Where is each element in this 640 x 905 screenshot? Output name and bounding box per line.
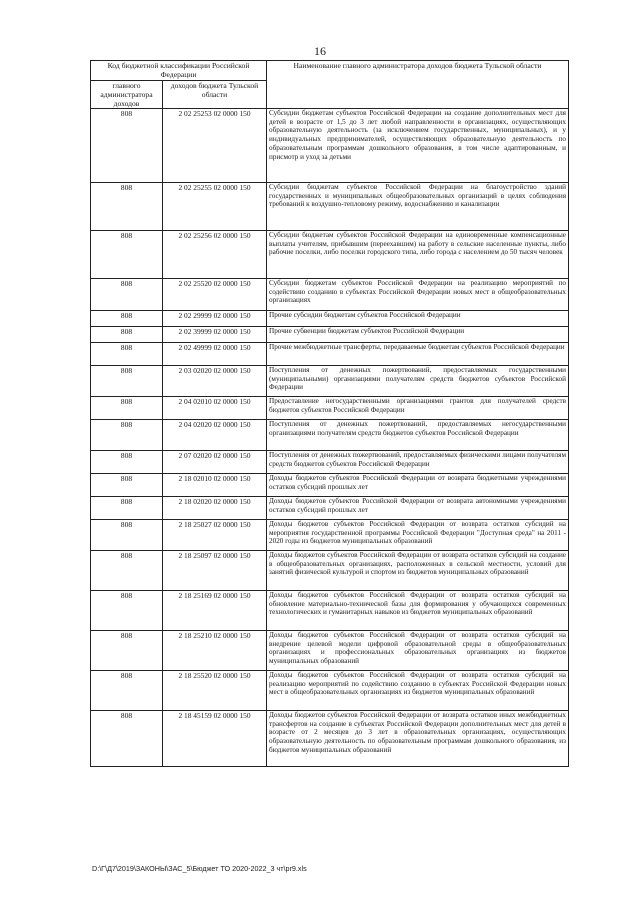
table-row bbox=[91, 327, 569, 343]
header-code: доходов бюджета Тульской области bbox=[163, 81, 267, 109]
admin-code-cell: 808 bbox=[91, 451, 163, 474]
admin-code-cell: 808 bbox=[91, 279, 163, 311]
income-name-cell: Субсидии бюджетам субъектов Российской Федерации на реализацию мероприятий по содействию созданию в субъектах Российской Федерации новых мест в общеобразовательных организациях bbox=[267, 279, 569, 311]
table-row bbox=[91, 397, 569, 420]
header-group: Код бюджетной классификации Российской Федерации bbox=[91, 61, 267, 81]
admin-code-cell: 808 bbox=[91, 183, 163, 231]
table-row bbox=[91, 109, 569, 183]
admin-code-cell: 808 bbox=[91, 231, 163, 279]
income-name-cell: Доходы бюджетов субъектов Российской Федерации от возврата остатков субсидий на реализацию мероприятий по содействию созданию в субъектах Российской Федерации новых мест в общеобразовательных организациях из бюджетов муниципальных образований bbox=[267, 671, 569, 711]
income-code-cell: 2 02 29999 02 0000 150 bbox=[163, 311, 267, 327]
income-name-cell: Доходы бюджетов субъектов Российской Федерации от возврата остатков субсидий на мероприятия государственной программы Российской Федерации "Доступная среда" на 2011 - 2020 годы из бюджетов муниципальных образований bbox=[267, 520, 569, 551]
file-path-footer: D:\Г\Д7\2019\ЗАКОНЫ\ЗАС_5\Бюджет ТО 2020-2022_3 чт\pr9.xls bbox=[92, 864, 307, 873]
admin-code-cell: 808 bbox=[91, 520, 163, 551]
income-code-cell: 2 02 39999 02 0000 150 bbox=[163, 327, 267, 343]
admin-code-cell: 808 bbox=[91, 591, 163, 631]
income-code-cell: 2 03 02020 02 0000 150 bbox=[163, 366, 267, 397]
income-code-cell: 2 18 25097 02 0000 150 bbox=[163, 551, 267, 591]
income-code-cell: 2 18 02020 02 0000 150 bbox=[163, 497, 267, 520]
table-row bbox=[91, 520, 569, 551]
income-code-cell: 2 02 25520 02 0000 150 bbox=[163, 279, 267, 311]
admin-code-cell: 808 bbox=[91, 711, 163, 767]
table-row bbox=[91, 366, 569, 397]
table-row bbox=[91, 451, 569, 474]
admin-code-cell: 808 bbox=[91, 366, 163, 397]
income-name-cell: Доходы бюджетов субъектов Российской Федерации от возврата остатков иных межбюджетных трансфертов на создание в субъектах Российской Федерации дополнительных мест для детей в возрасте от 2 месяцев до 3 лет в образовательных организациях, осуществляющих образовательную деятельность по образовательным программам дошкольного образования, из бюджетов муниципальных образований bbox=[267, 711, 569, 767]
income-code-cell: 2 02 25255 02 0000 150 bbox=[163, 183, 267, 231]
budget-classification-table bbox=[90, 60, 569, 767]
income-code-cell: 2 07 02020 02 0000 150 bbox=[163, 451, 267, 474]
table-row bbox=[91, 474, 569, 497]
table-row bbox=[91, 343, 569, 366]
header-admin: главного администратора доходов bbox=[91, 81, 163, 109]
admin-code-cell: 808 bbox=[91, 497, 163, 520]
income-name-cell: Субсидии бюджетам субъектов Российской Федерации на благоустройство зданий государственных и муниципальных общеобразовательных организаций в целях соблюдения требований к воздушно-тепловому режиму, водоснабжению и канализации bbox=[267, 183, 569, 231]
income-code-cell: 2 18 25210 02 0000 150 bbox=[163, 631, 267, 671]
income-code-cell: 2 18 02010 02 0000 150 bbox=[163, 474, 267, 497]
income-code-cell: 2 18 25520 02 0000 150 bbox=[163, 671, 267, 711]
income-name-cell: Прочие субвенции бюджетам субъектов Российской Федерации bbox=[267, 327, 569, 343]
table-row bbox=[91, 591, 569, 631]
admin-code-cell: 808 bbox=[91, 311, 163, 327]
income-code-cell: 2 18 25027 02 0000 150 bbox=[163, 520, 267, 551]
income-name-cell: Субсидии бюджетам субъектов Российской Федерации на единовременные компенсационные выплаты учителям, прибывшим (переехавшим) на работу в сельские населенные пункты, либо рабочие поселки, либо поселки городского типа, либо города с населением до 50 тысяч человек bbox=[267, 231, 569, 279]
income-name-cell: Доходы бюджетов субъектов Российской Федерации от возврата остатков субсидий на внедрение целевой модели цифровой образовательной среды в общеобразовательных организациях и профессиональных образовательных организациях из бюджетов муниципальных образований bbox=[267, 631, 569, 671]
income-name-cell: Поступления от денежных пожертвований, предоставляемых физическими лицами получателям средств бюджетов субъектов Российской Федерации bbox=[267, 451, 569, 474]
table-row bbox=[91, 420, 569, 451]
admin-code-cell: 808 bbox=[91, 551, 163, 591]
income-code-cell: 2 02 25253 02 0000 150 bbox=[163, 109, 267, 183]
income-code-cell: 2 02 25256 02 0000 150 bbox=[163, 231, 267, 279]
table-row bbox=[91, 631, 569, 671]
income-code-cell: 2 18 45159 02 0000 150 bbox=[163, 711, 267, 767]
table-row bbox=[91, 711, 569, 767]
income-code-cell: 2 04 02020 02 0000 150 bbox=[163, 420, 267, 451]
income-name-cell: Доходы бюджетов субъектов Российской Федерации от возврата остатков субсидий на создание в общеобразовательных организациях, расположенных в сельской местности, условий для занятий физической культурой и спортом из бюджетов муниципальных образований bbox=[267, 551, 569, 591]
table-row bbox=[91, 551, 569, 591]
table-row bbox=[91, 671, 569, 711]
admin-code-cell: 808 bbox=[91, 109, 163, 183]
income-name-cell: Поступления от денежных пожертвований, предоставляемых негосударственными организациями получателям средств бюджетов субъектов Российской Федерации bbox=[267, 420, 569, 451]
income-name-cell: Субсидии бюджетам субъектов Российской Федерации на создание дополнительных мест для детей в возрасте от 1,5 до 3 лет любой направленности в организациях, осуществляющих образовательную деятельность (за исключением государственных, муниципальных), и у индивидуальных предпринимателей, осуществляющих образовательную деятельность по образовательным программам дошкольного образования, в том числе адаптированным, и присмотр и уход за детьми bbox=[267, 109, 569, 183]
income-name-cell: Доходы бюджетов субъектов Российской Федерации от возврата остатков субсидий на обновление материально-технической базы для формирования у обучающихся современных технологических и гуманитарных навыков из бюджетов муниципальных образований bbox=[267, 591, 569, 631]
admin-code-cell: 808 bbox=[91, 327, 163, 343]
page-number: 16 bbox=[314, 44, 326, 58]
income-name-cell: Прочие субсидии бюджетам субъектов Российской Федерации bbox=[267, 311, 569, 327]
income-name-cell: Прочие межбюджетные трансферты, передаваемые бюджетам субъектов Российской Федерации bbox=[267, 343, 569, 366]
table-row bbox=[91, 497, 569, 520]
header-name: Наименование главного администратора доходов бюджета Тульской области bbox=[267, 61, 569, 109]
admin-code-cell: 808 bbox=[91, 474, 163, 497]
income-code-cell: 2 02 49999 02 0000 150 bbox=[163, 343, 267, 366]
income-name-cell: Доходы бюджетов субъектов Российской Федерации от возврата автономными учреждениями остатков субсидий прошлых лет bbox=[267, 497, 569, 520]
table-row bbox=[91, 183, 569, 231]
admin-code-cell: 808 bbox=[91, 631, 163, 671]
admin-code-cell: 808 bbox=[91, 343, 163, 366]
admin-code-cell: 808 bbox=[91, 397, 163, 420]
admin-code-cell: 808 bbox=[91, 420, 163, 451]
admin-code-cell: 808 bbox=[91, 671, 163, 711]
income-code-cell: 2 04 02010 02 0000 150 bbox=[163, 397, 267, 420]
table-row bbox=[91, 279, 569, 311]
income-name-cell: Поступления от денежных пожертвований, предоставляемых государственными (муниципальными) организациями получателям средств бюджетов субъектов Российской Федерации bbox=[267, 366, 569, 397]
income-code-cell: 2 18 25169 02 0000 150 bbox=[163, 591, 267, 631]
table-row bbox=[91, 231, 569, 279]
income-name-cell: Предоставление негосударственными организациями грантов для получателей средств бюджетов субъектов Российской Федерации bbox=[267, 397, 569, 420]
income-name-cell: Доходы бюджетов субъектов Российской Федерации от возврата бюджетными учреждениями остатков субсидий прошлых лет bbox=[267, 474, 569, 497]
table-row bbox=[91, 311, 569, 327]
